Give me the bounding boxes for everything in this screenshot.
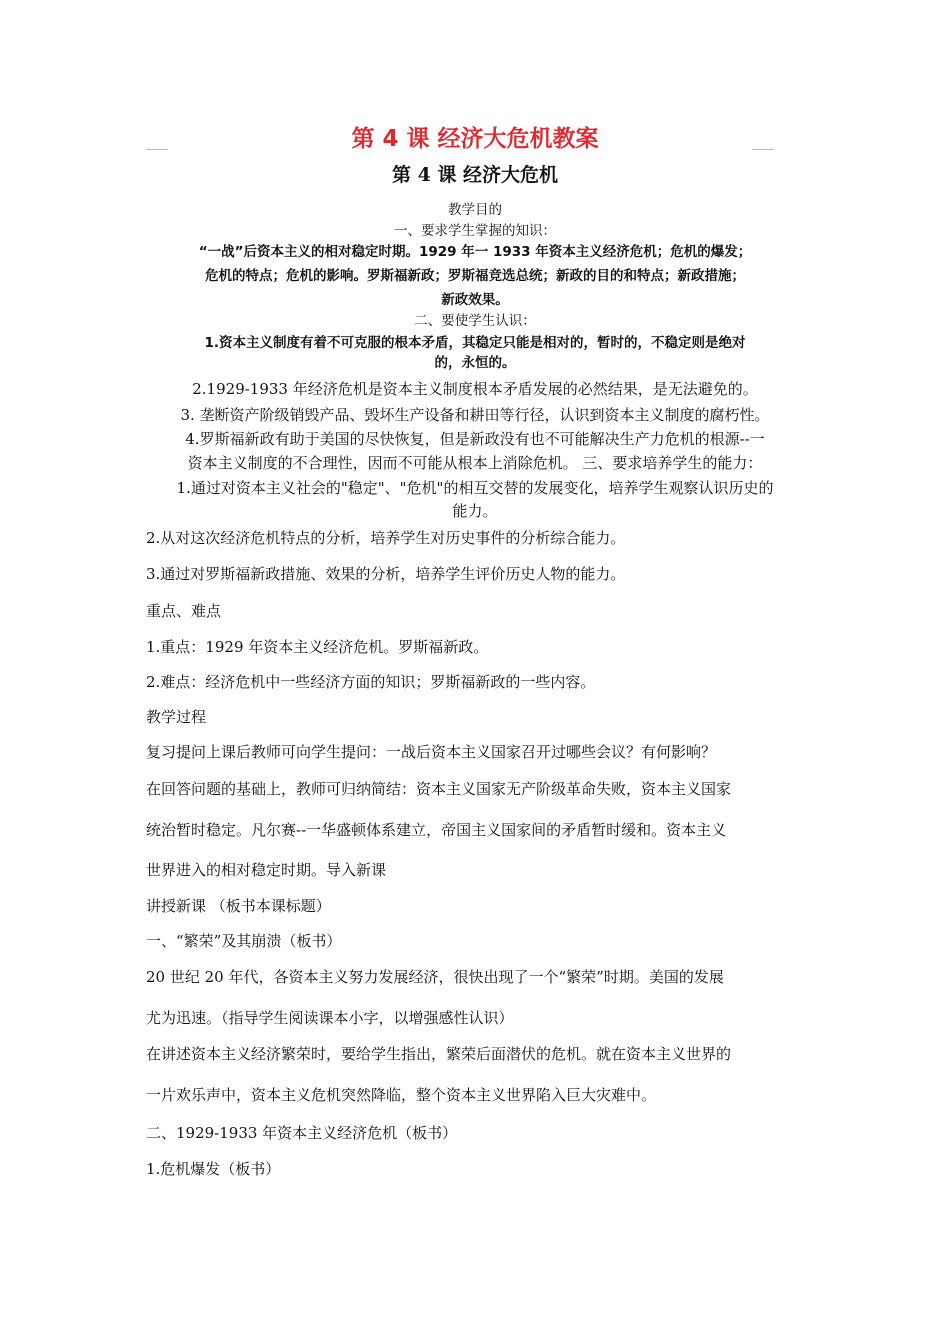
process-line: 1.危机爆发（板书） <box>146 1160 281 1178</box>
awareness-line: 1.资本主义制度有着不可克服的根本矛盾，其稳定只能是相对的，暂时的，不稳定则是绝对 <box>204 335 746 351</box>
process-line: 二、1929-1933 年资本主义经济危机（板书） <box>146 1124 458 1142</box>
lesson-title: 第 4 课 经济大危机 <box>391 164 559 186</box>
knowledge-line: 新政效果。 <box>441 292 509 308</box>
awareness-line: 资本主义制度的不合理性，因而不可能从根本上消除危机。 三、要求培养学生的能力： <box>187 454 763 472</box>
process-line: 20 世纪 20 年代，各资本主义努力发展经济，很快出现了一个“繁荣”时期。美国的发展 <box>146 968 724 986</box>
awareness-line: 1.通过对资本主义社会的"稳定"、"危机"的相互交替的发展变化，培养学生观察认识历史的 <box>176 479 774 497</box>
process-line: 复习提问上课后教师可向学生提问：一战后资本主义国家召开过哪些会议？有何影响？ <box>146 743 717 761</box>
process-line: 统治暂时稳定。凡尔赛--一华盛顿体系建立，帝国主义国家间的矛盾暂时缓和。资本主义 <box>146 821 727 839</box>
process-heading: 教学过程 <box>146 708 207 726</box>
process-line: 在讲述资本主义经济繁荣时，要给学生指出，繁荣后面潜伏的危机。就在资本主义世界的 <box>146 1045 732 1063</box>
awareness-line: 3. 垄断资产阶级销毁产品、毁坏生产设备和耕田等行径，认识到资本主义制度的腐朽性。 <box>180 406 770 424</box>
process-line: 一片欢乐声中，资本主义危机突然降临，整个资本主义世界陷入巨大灾难中。 <box>146 1086 657 1104</box>
knowledge-line: 危机的特点；危机的影响。罗斯福新政；罗斯福竞选总统；新政的目的和特点；新政措施； <box>205 268 745 284</box>
objectives-heading: 教学目的 <box>448 202 502 218</box>
knowledge-heading: 一、要求学生掌握的知识： <box>394 223 556 239</box>
key-points-heading: 重点、难点 <box>146 602 222 620</box>
awareness-heading: 二、要使学生认识： <box>414 313 536 329</box>
key-point-line: 2.难点：经济危机中一些经济方面的知识；罗斯福新政的一些内容。 <box>146 673 596 691</box>
knowledge-line: “一战”后资本主义的相对稳定时期。1929 年一 1933 年资本主义经济危机；危机的爆发； <box>198 244 752 260</box>
document-title: 第 4 课 经济大危机教案 <box>351 126 599 152</box>
awareness-line: 2.1929-1933 年经济危机是资本主义制度根本矛盾发展的必然结果，是无法避免的。 <box>192 380 758 398</box>
awareness-line: 4.罗斯福新政有助于美国的尽快恢复，但是新政没有也不可能解决生产力危机的根源--一 <box>185 430 765 448</box>
awareness-line: 的，永恒的。 <box>434 355 516 371</box>
awareness-line: 能力。 <box>452 502 498 520</box>
process-line: 在回答问题的基础上，教师可归纳简结：资本主义国家无产阶级革命失败，资本主义国家 <box>146 780 732 798</box>
key-point-line: 1.重点：1929 年资本主义经济危机。罗斯福新政。 <box>146 638 489 656</box>
process-line: 一、“繁荣”及其崩溃（板书） <box>146 932 342 950</box>
process-line: 世界进入的相对稳定时期。导入新课 <box>146 861 387 879</box>
process-line: 讲授新课 （板书本课标题） <box>146 897 331 915</box>
ability-line: 2.从对这次经济危机特点的分析，培养学生对历史事件的分析综合能力。 <box>146 529 626 547</box>
ability-line: 3.通过对罗斯福新政措施、效果的分析，培养学生评价历史人物的能力。 <box>146 565 626 583</box>
process-line: 尤为迅速。（指导学生阅读课本小字，以增强感性认识） <box>146 1009 514 1027</box>
